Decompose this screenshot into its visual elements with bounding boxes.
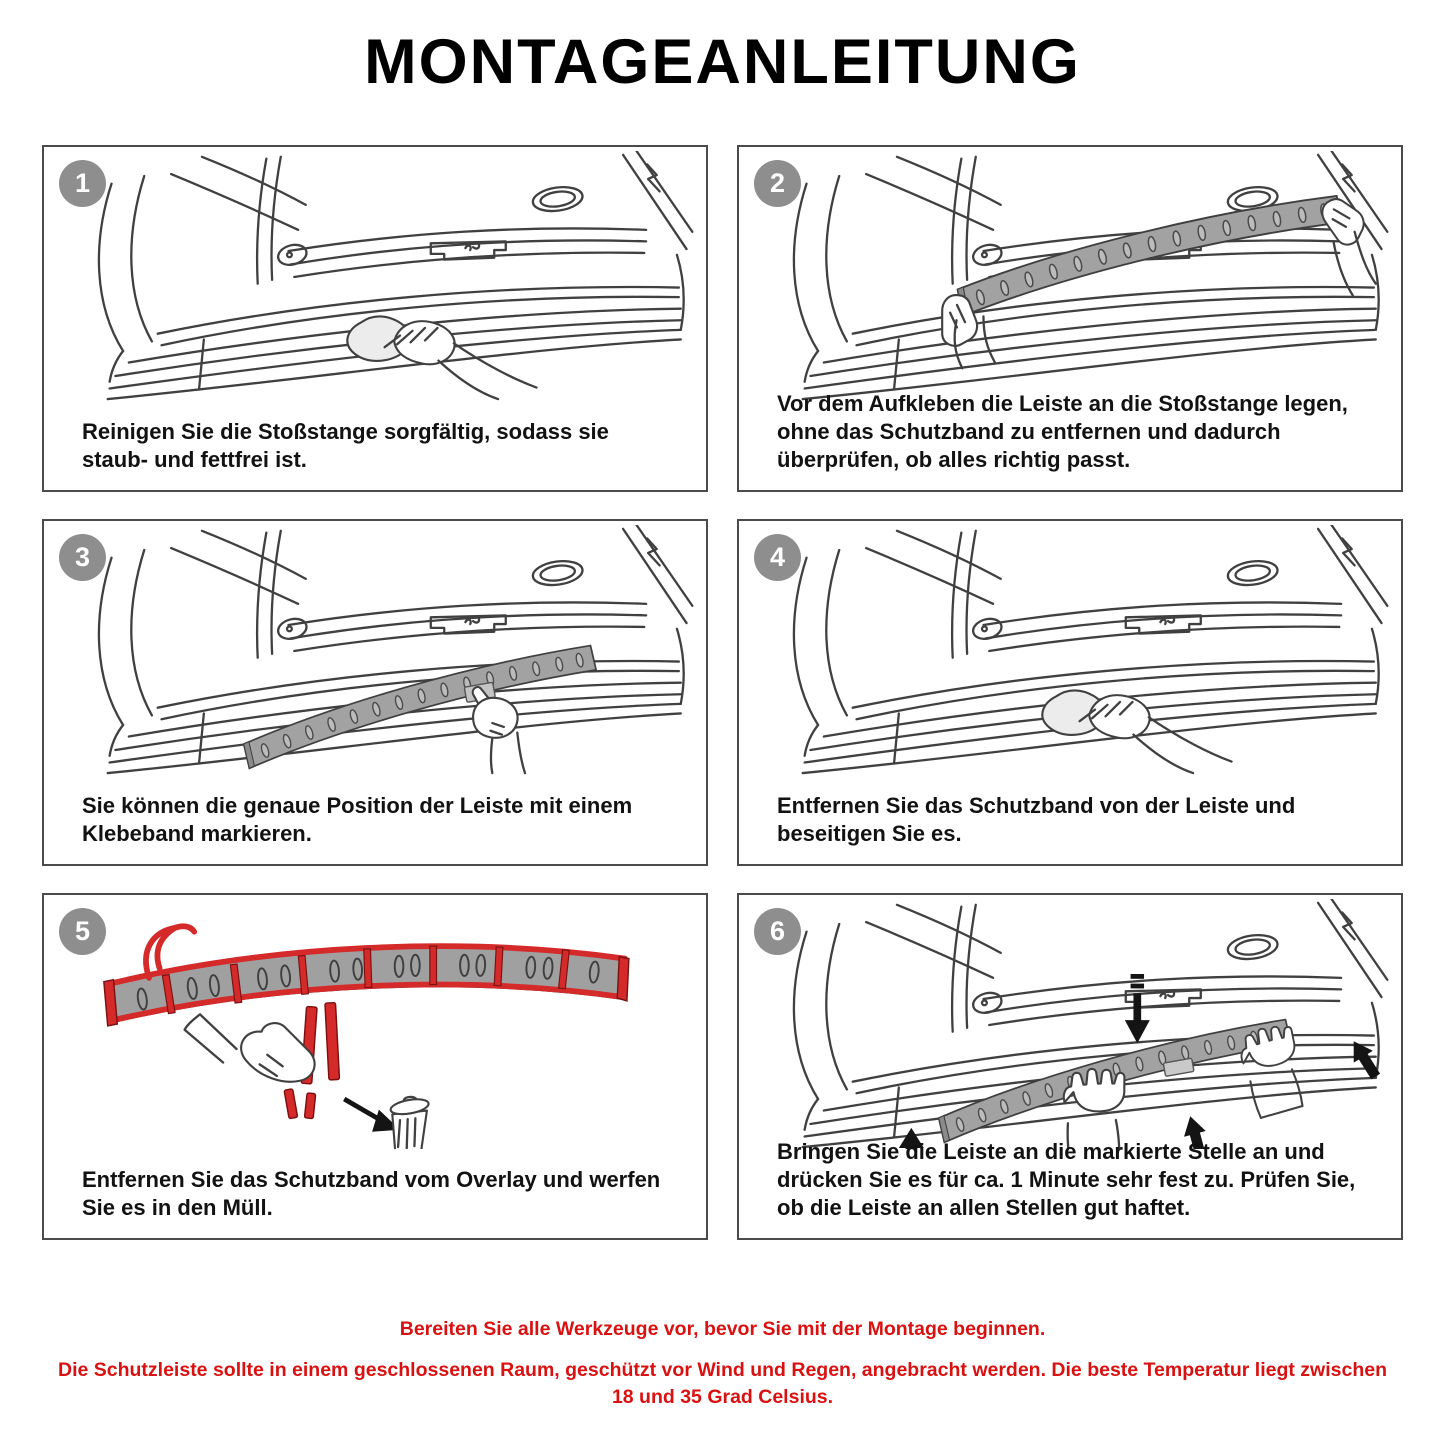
trash-can bbox=[390, 1097, 430, 1149]
step-panel-4 bbox=[737, 519, 1403, 866]
step-panel-6 bbox=[737, 893, 1403, 1240]
step-number-badge: 3 bbox=[59, 534, 106, 581]
remove-protective-tape-illustration bbox=[745, 525, 1395, 775]
footer-warnings bbox=[0, 1316, 1445, 1410]
step-number-badge: 4 bbox=[754, 534, 801, 581]
grip-hand-right bbox=[1319, 193, 1375, 295]
overlay-peel-trash-illustration bbox=[50, 899, 700, 1149]
car-rear-line-art bbox=[99, 525, 692, 773]
car-rear-line-art bbox=[99, 151, 692, 399]
holding-hand-with-tape-strips bbox=[185, 1003, 340, 1119]
overlay-strip bbox=[104, 926, 629, 1026]
car-rear-line-art bbox=[794, 151, 1387, 399]
footer-warning-1: Bereiten Sie alle Werkzeuge vor, bevor Sie mit der Montage beginnen. bbox=[399, 1318, 1046, 1340]
step-panel-1 bbox=[42, 145, 708, 492]
step-caption: Entfernen Sie das Schutzband vom Overlay und werfen Sie es in den Müll. bbox=[82, 1167, 661, 1221]
steps-grid bbox=[42, 145, 1403, 1240]
step-number-badge: 1 bbox=[59, 160, 106, 207]
page-title: MONTAGEANLEITUNG bbox=[364, 27, 1081, 97]
step-caption: Entfernen Sie das Schutzband von der Leiste und beseitigen Sie es. bbox=[777, 793, 1296, 847]
step-caption: Vor dem Aufkleben die Leiste an die Stoßstange legen, ohne das Schutzband zu entfernen und dadurch überprüfen, ob alles richtig passt. bbox=[777, 391, 1348, 473]
protective-strip bbox=[239, 642, 600, 768]
step-panel-3 bbox=[42, 519, 708, 866]
footer-warning-2: Die Schutzleiste sollte in einem geschlossenen Raum, geschützt vor Wind und Regen, angebracht werden. Die beste Temperatur liegt zwischen 18 und 35 Grad Celsius. bbox=[57, 1359, 1387, 1408]
step-panel-2 bbox=[737, 145, 1403, 492]
step-caption: Bringen Sie die Leiste an die markierte Stelle an und drücken Sie es für ca. 1 Minute sehr fest zu. Prüfen Sie, ob die Leiste an allen Stellen gut haftet. bbox=[777, 1139, 1356, 1221]
car-rear-line-art bbox=[794, 525, 1387, 773]
car-rear-cleaning-illustration bbox=[50, 151, 700, 401]
strip-test-fit-illustration bbox=[745, 151, 1395, 401]
press-strip-illustration bbox=[745, 899, 1395, 1149]
step-panel-5 bbox=[42, 893, 708, 1240]
press-hand-left bbox=[1062, 1067, 1130, 1149]
step-number-badge: 5 bbox=[59, 908, 106, 955]
strip-marking-illustration bbox=[50, 525, 700, 775]
step-caption: Sie können die genaue Position der Leiste mit einem Klebeband markieren. bbox=[82, 793, 633, 847]
step-number-badge: 6 bbox=[754, 908, 801, 955]
step-number-badge: 2 bbox=[754, 160, 801, 207]
pointing-hand bbox=[473, 687, 525, 773]
step-caption: Reinigen Sie die Stoßstange sorgfältig, sodass sie staub- und fettfrei ist. bbox=[82, 419, 609, 473]
